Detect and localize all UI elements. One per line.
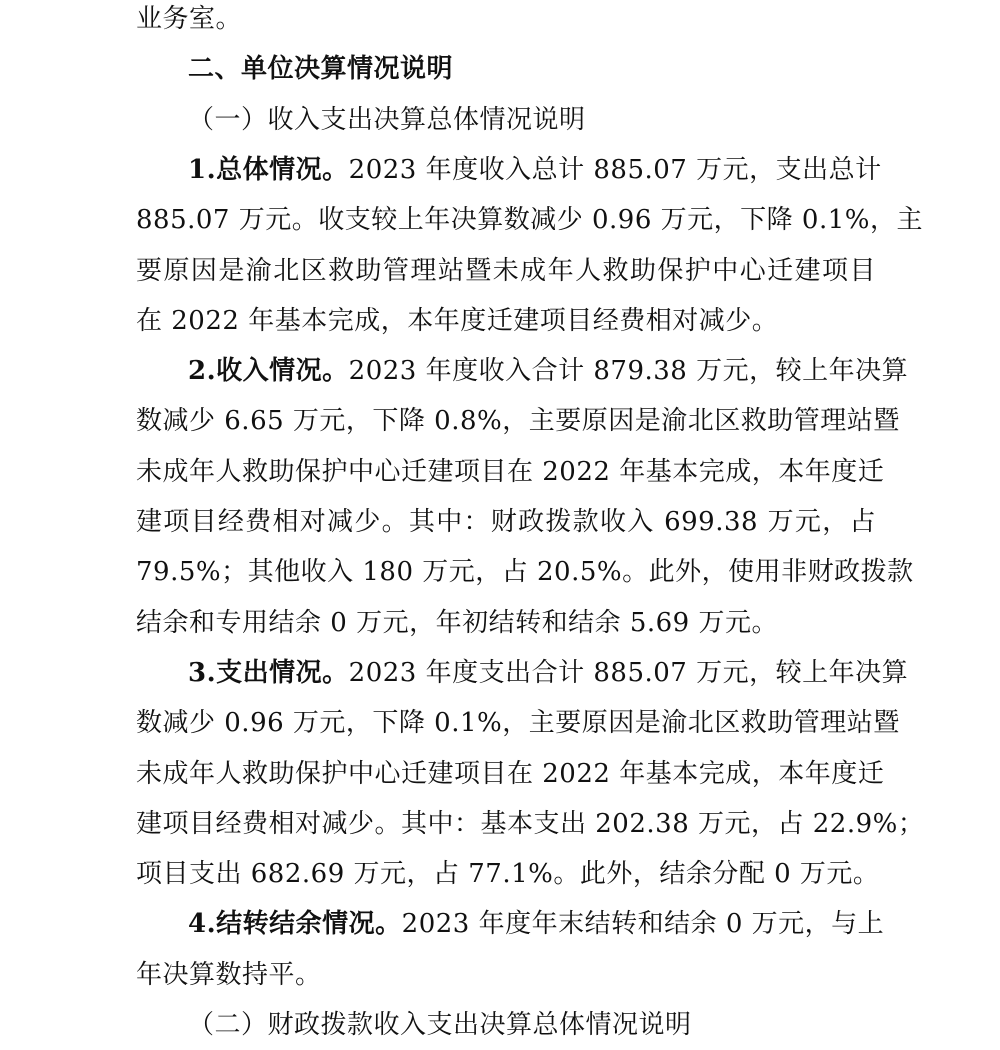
text-line — [136, 497, 876, 547]
bold-text-segment: 1.总体情况。 — [188, 154, 349, 185]
text-segment: 2023 年度支出合计 885.07 万元，较上年决算 — [348, 657, 909, 688]
text-line — [136, 598, 876, 648]
text-segment: 数减少 0.96 万元，下降 0.1%，主要原因是渝北区救助管理站暨 — [136, 708, 900, 739]
text-segment: 未成年人救助保护中心迁建项目在 2022 年基本完成，本年度迁 — [136, 758, 885, 789]
text-line — [136, 547, 914, 597]
text-segment: 2023 年度收入总计 885.07 万元，支出总计 — [348, 154, 882, 185]
text-line — [188, 44, 876, 94]
text-line — [188, 899, 885, 949]
text-segment: 在 2022 年基本完成，本年度迁建项目经费相对减少。 — [136, 305, 779, 336]
text-line — [136, 749, 885, 799]
text-segment: 2023 年度收入合计 879.38 万元，较上年决算 — [348, 356, 909, 387]
text-line — [136, 950, 876, 1000]
text-segment: 数减少 6.65 万元，下降 0.8%，主要原因是渝北区救助管理站暨 — [136, 406, 900, 437]
text-line — [136, 0, 876, 44]
text-segment: 2023 年度年末结转和结余 0 万元，与上 — [401, 909, 885, 940]
text-line — [136, 195, 923, 245]
text-segment: 业务室。 — [136, 4, 243, 34]
text-line — [136, 698, 900, 748]
text-line — [136, 296, 876, 346]
text-segment: 未成年人救助保护中心迁建项目在 2022 年基本完成，本年度迁 — [136, 456, 885, 487]
text-segment: （二）财政拨款收入支出决算总体情况说明 — [188, 1010, 692, 1040]
text-line — [136, 447, 885, 497]
bold-text-segment: 4.结转结余情况。 — [188, 909, 402, 940]
text-segment: 要原因是渝北区救助管理站暨未成年人救助保护中心迁建项目 — [136, 255, 876, 286]
text-line — [188, 95, 876, 145]
text-segment: 结余和专用结余 0 万元，年初结转和结余 5.69 万元。 — [136, 607, 778, 638]
text-line — [136, 849, 880, 899]
text-segment: 885.07 万元。收支较上年决算数减少 0.96 万元，下降 0.1%，主 — [136, 205, 923, 236]
bold-text-segment: 2.收入情况。 — [188, 356, 349, 387]
text-segment: 年决算数持平。 — [136, 959, 322, 990]
text-line — [188, 346, 909, 396]
text-segment: （一）收入支出决算总体情况说明 — [188, 104, 586, 135]
bold-text-segment: 3.支出情况。 — [188, 657, 349, 688]
text-line — [188, 648, 909, 698]
bold-text-segment: 二、单位决算情况说明 — [188, 54, 454, 85]
text-line — [136, 799, 925, 849]
text-line — [136, 396, 900, 446]
text-segment: 建项目经费相对减少。其中：财政拨款收入 699.38 万元，占 — [136, 507, 876, 537]
text-line — [188, 145, 882, 195]
text-segment: 建项目经费相对减少。其中：基本支出 202.38 万元，占 22.9%； — [136, 808, 925, 839]
text-segment: 项目支出 682.69 万元，占 77.1%。此外，结余分配 0 万元。 — [136, 859, 880, 890]
text-line — [136, 246, 876, 296]
text-segment: 79.5%；其他收入 180 万元，占 20.5%。此外，使用非财政拨款 — [136, 557, 914, 588]
